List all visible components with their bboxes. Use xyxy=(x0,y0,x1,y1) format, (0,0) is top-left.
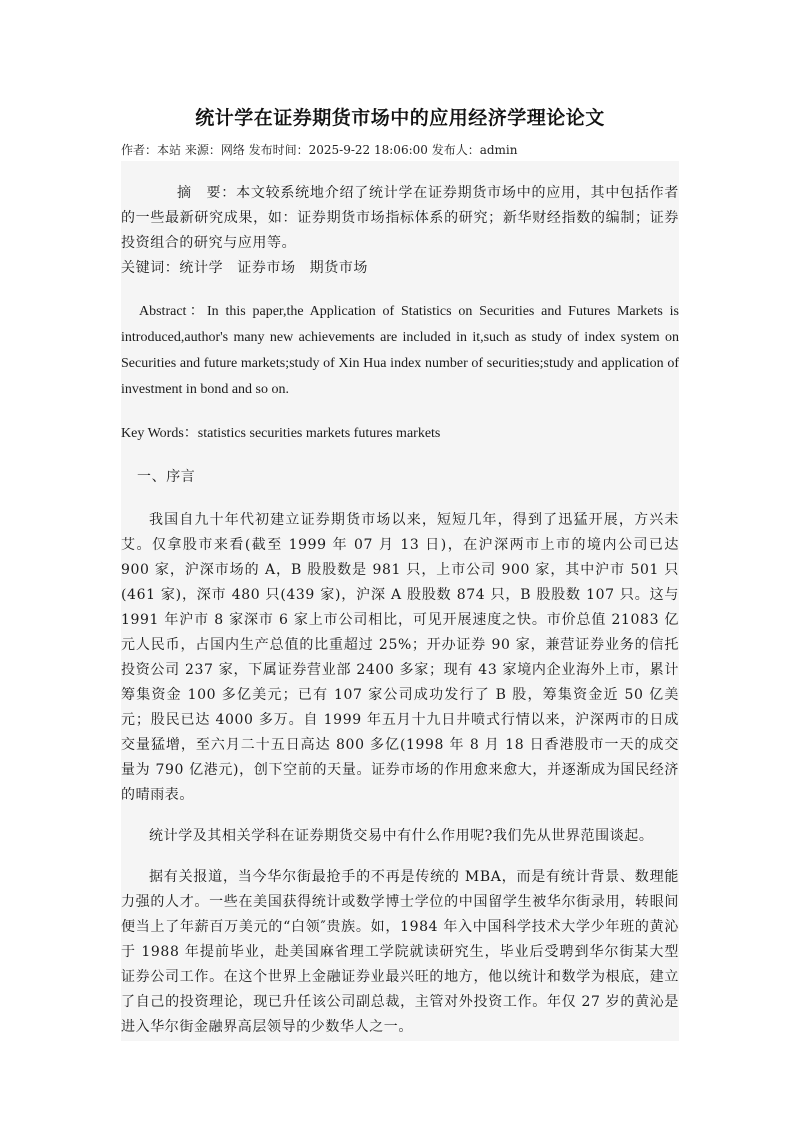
document-title: 统计学在证券期货市场中的应用经济学理论论文 xyxy=(195,107,605,129)
keywords-cn xyxy=(121,256,679,281)
abstract-en: Abstract：In this paper,the Application of Statistics on Securities and Futures Markets is introduced,author's many new achievements are included in it,such as study of index system on Securities and future markets;study of Xin Hua index number of securities;study and application of investment in bond and so on. xyxy=(121,304,679,397)
document-body xyxy=(121,161,679,1041)
body-paragraph: 我国自九十年代初建立证券期货市场以来，短短几年，得到了迅猛开展，方兴未艾。仅拿股市来看(截至 1999 年 07 月 13 日)，在沪深两市上市的境内公司已达 900 家，沪深市场的 A，B 股股数是 981 只，上市公司 900 家，其中沪市 501 只(461 家)，深市 480 只(439 家)，沪深 A 股股数 874 只，B 股股数 107 只。这与 1991 年沪市 8 家深市 6 家上市公司相比，可见开展速度之快。市价总值 21083 亿元人民币，占国内生产总值的比重超过 25%；开办证券 90 家，兼营证券业务的信托投资公司 237 家，下属证券营业部 2400 多家；现有 43 家境内企业海外上市，累计筹集资金 100 多亿美元；已有 107 家公司成功发行了 B 股，筹集资金近 50 亿美元；股民已达 4000 多万。自 1999 年五月十九日井喷式行情以来，沪深两市的日成交量猛增，至六月二十五日高达 800 多亿(1998 年 8 月 18 日香港股市一天的成交量为 790 亿港元)，创下空前的天量。证券市场的作用愈来愈大，并逐渐成为国民经济的晴雨表。 xyxy=(121,512,679,803)
keyword-item: 期货市场 xyxy=(309,260,369,276)
body-paragraph: 据有关报道，当今华尔街最抢手的不再是传统的 MBA，而是有统计背景、数理能力强的人才。一些在美国获得统计或数学博士学位的中国留学生被华尔街录用，转眼间便当上了年薪百万美元的“白领″贵族。如，1984 年入中国科学技术大学少年班的黄沁于 1988 年提前毕业，赴美国麻省理工学院就读研究生，毕业后受聘到华尔街某大型证券公司工作。在这个世界上金融证券业最兴旺的地方，他以统计和数学为根底，建立了自己的投资理论，现已升任该公司副总裁，主管对外投资工作。年仅 27 岁的黄沁是进入华尔街金融界高层领导的少数华人之一。 xyxy=(121,869,679,1035)
abstract-cn: 摘 要：本文较系统地介绍了统计学在证券期货市场中的应用，其中包括作者的一些最新研究成果，如：证券期货市场指标体系的研究；新华财经指数的编制；证券投资组合的研究与应用等。 xyxy=(121,185,679,251)
keywords-en: Key Words：statistics securities markets futures markets xyxy=(121,426,441,441)
keyword-item: 统计学 xyxy=(179,260,224,276)
section-heading: 一、序言 xyxy=(137,469,196,485)
body-paragraph: 统计学及其相关学科在证券期货交易中有什么作用呢?我们先从世界范围谈起。 xyxy=(149,828,654,844)
document-meta: 作者：本站 来源：网络 发布时间：2025-9-22 18:06:00 发布人：admin xyxy=(121,143,518,157)
keyword-item: 证券市场 xyxy=(237,260,296,276)
keywords-cn-label: 关键词： xyxy=(121,260,180,276)
